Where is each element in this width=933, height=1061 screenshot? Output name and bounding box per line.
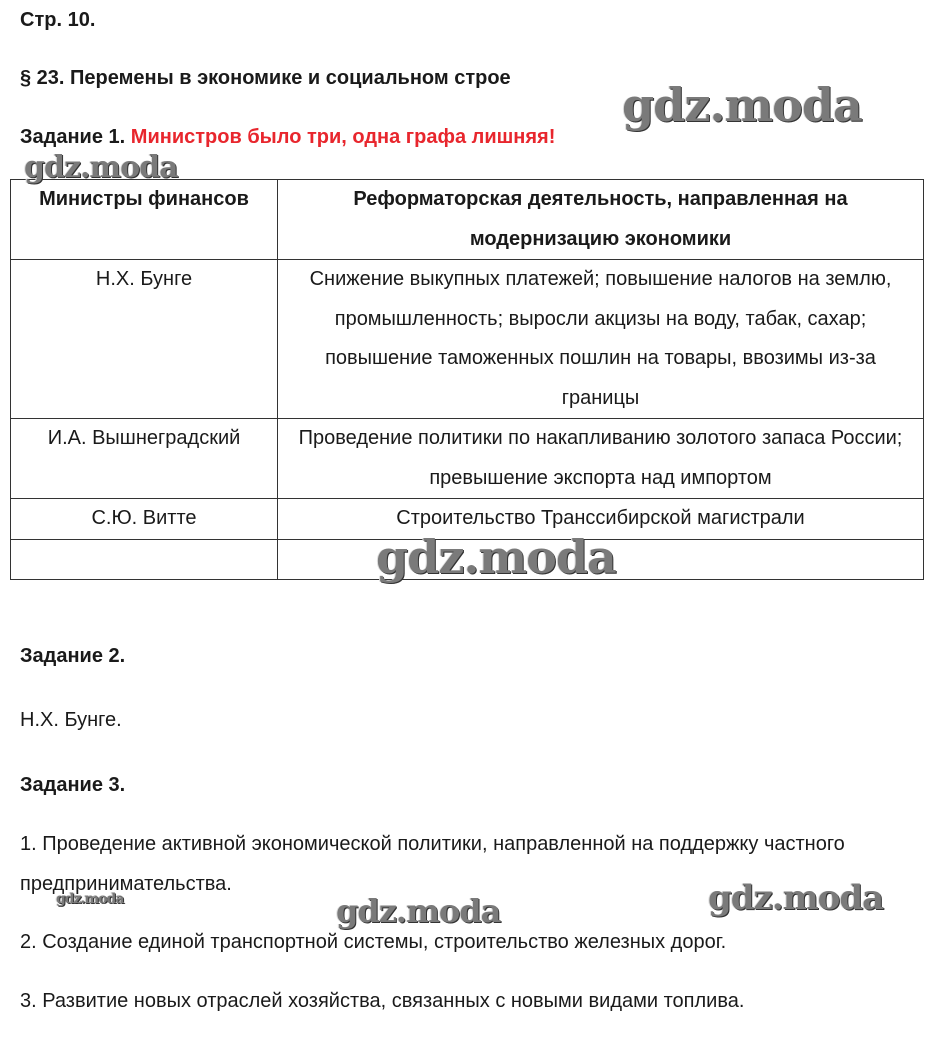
- ministers-table: [10, 179, 924, 580]
- table-row: [11, 419, 924, 499]
- watermark-logo: gdz.moda: [376, 530, 616, 584]
- minister-cell: Н.Х. Бунге: [11, 260, 278, 419]
- task1-note: Министров было три, одна графа лишняя!: [130, 126, 556, 148]
- activity-cell: Проведение политики по накапливанию золотого запаса России; превышение экспорта над импортом: [278, 419, 924, 499]
- header-activity: Реформаторская деятельность, направленная на модернизацию экономики: [278, 180, 924, 260]
- table-header-row: [11, 180, 924, 260]
- task3-item: 2. Создание единой транспортной системы, строительство железных дорог.: [20, 931, 727, 953]
- page-number: Стр. 10.: [20, 9, 96, 31]
- activity-cell: Снижение выкупных платежей; повышение налогов на землю, промышленность; выросли акцизы на воду, табак, сахар; повышение таможенных пошлин на товары, ввозимы из-за границы: [278, 260, 924, 419]
- activity-cell: Строительство Транссибирской магистрали: [278, 499, 924, 540]
- task3-list: [20, 825, 900, 1021]
- task1-label: Задание 1.: [20, 126, 126, 148]
- task2-label: Задание 2.: [20, 645, 126, 667]
- watermark-logo: gdz.moda: [336, 892, 501, 930]
- table-row: [11, 499, 924, 540]
- watermark-logo: gdz.moda: [24, 150, 178, 185]
- task2-answer: Н.Х. Бунге.: [20, 709, 122, 731]
- table-row-empty: [11, 539, 924, 579]
- task3-item: 3. Развитие новых отраслей хозяйства, связанных с новыми видами топлива.: [20, 989, 745, 1012]
- task3-item: 1. Проведение активной экономической политики, направленной на поддержку частного предпринимательства.: [20, 833, 845, 895]
- task3-label: Задание 3.: [20, 774, 126, 796]
- activity-cell: [278, 539, 924, 579]
- minister-cell: [11, 539, 278, 579]
- minister-cell: С.Ю. Витте: [11, 499, 278, 540]
- header-ministers: Министры финансов: [11, 180, 278, 260]
- task1-heading: [20, 126, 555, 149]
- table-row: [11, 260, 924, 419]
- minister-cell: И.А. Вышнеградский: [11, 419, 278, 499]
- watermark-logo: gdz.moda: [56, 891, 124, 907]
- watermark-logo: gdz.moda: [622, 78, 862, 132]
- watermark-logo: gdz.moda: [708, 878, 884, 918]
- section-title: § 23. Перемены в экономике и социальном строе: [20, 67, 511, 89]
